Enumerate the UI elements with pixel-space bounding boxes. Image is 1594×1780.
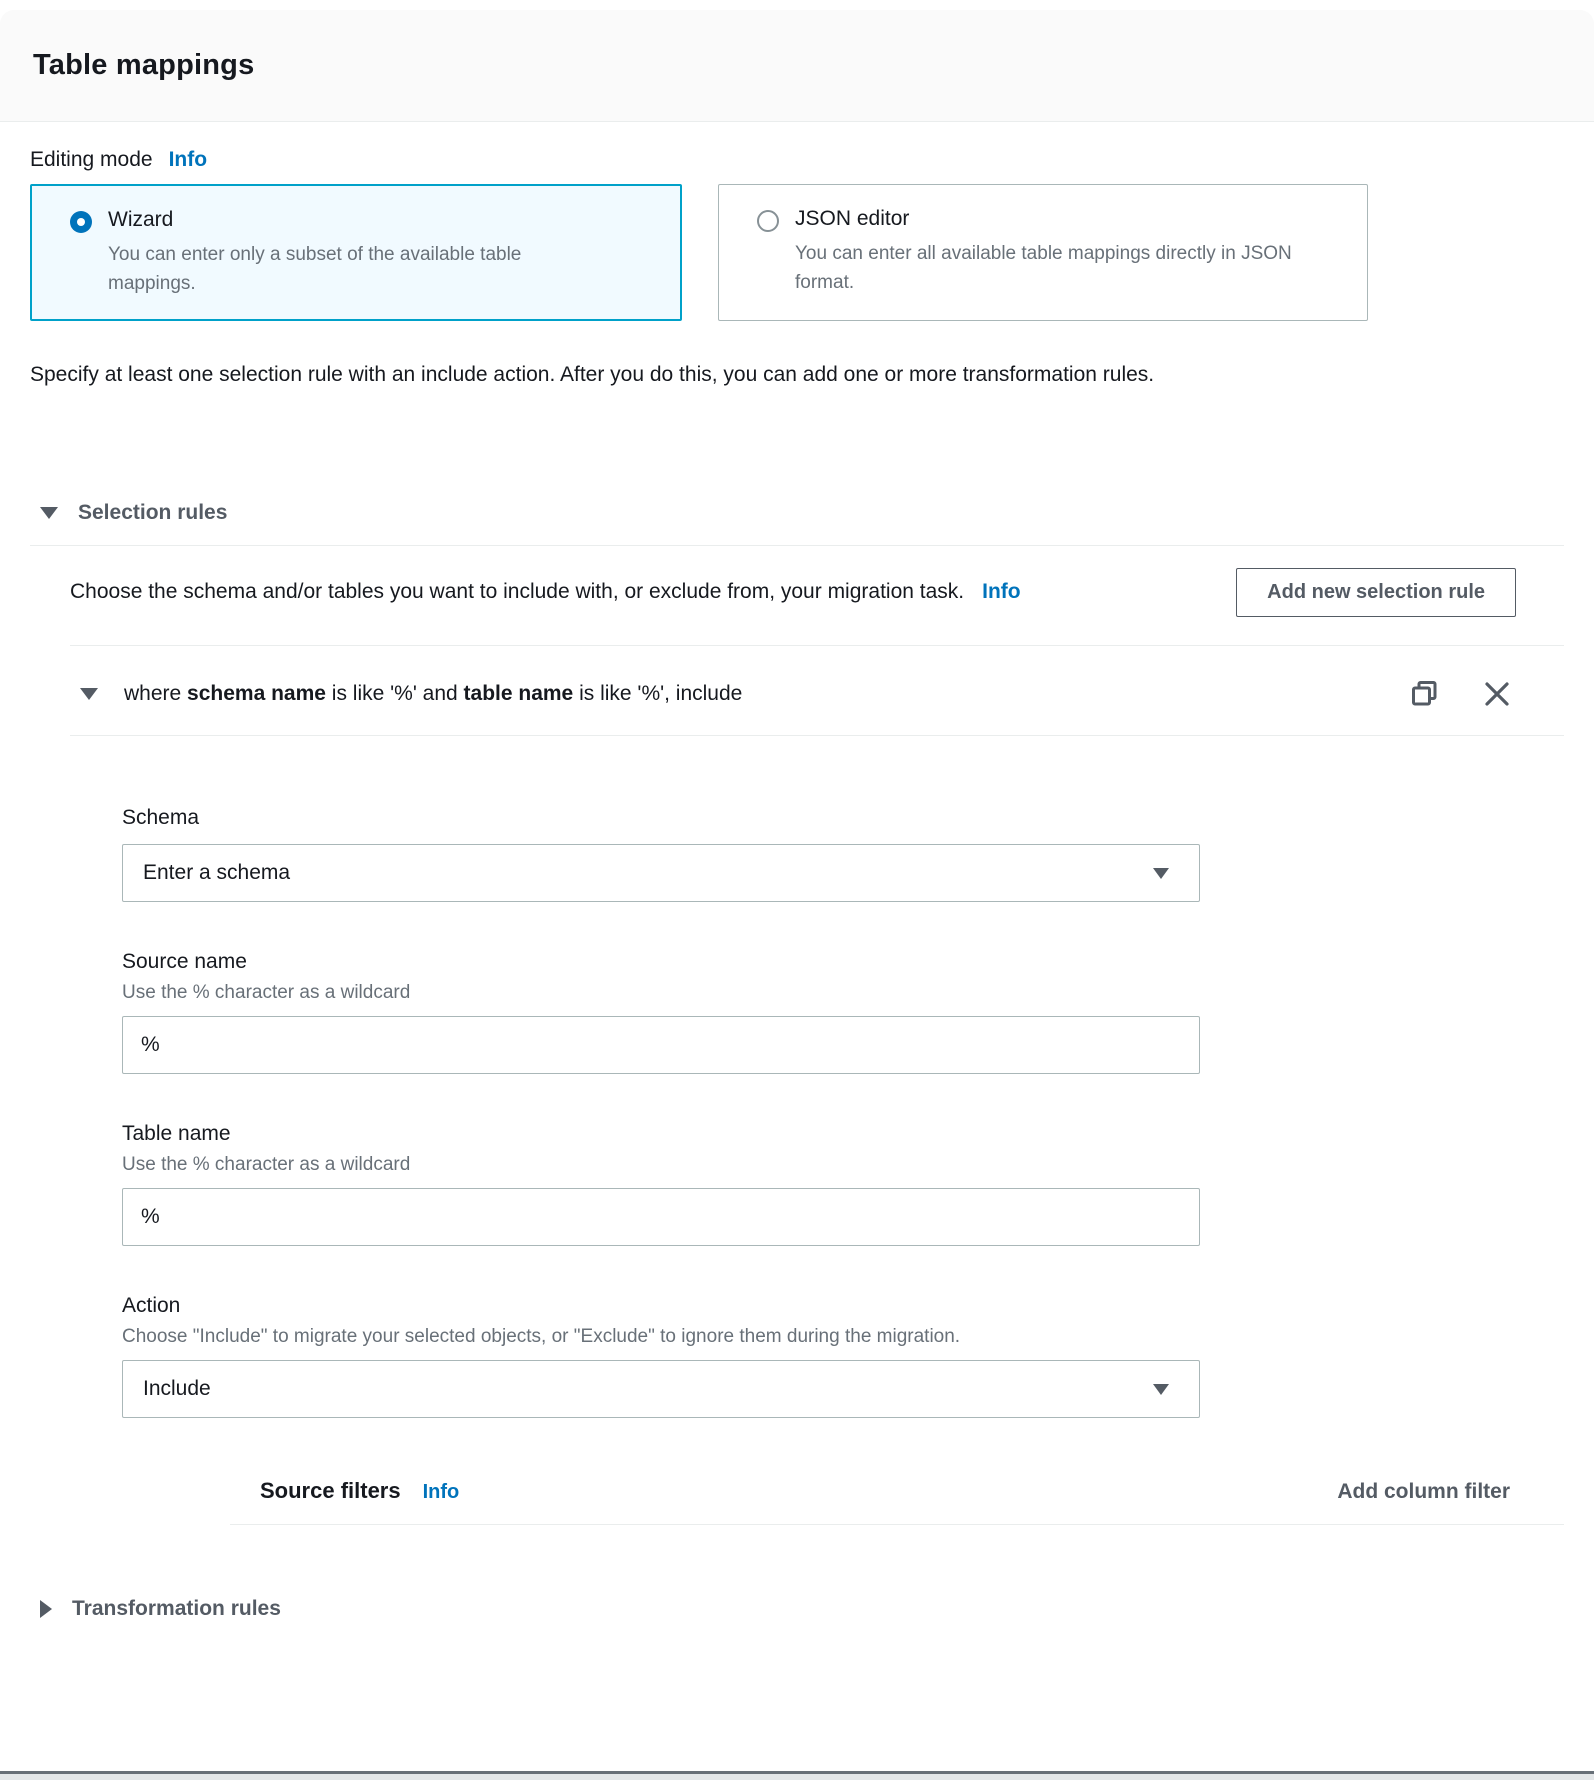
caret-down-icon [40,507,58,519]
caret-down-icon [1153,1384,1169,1395]
divider [70,645,1564,646]
schema-select-value: Enter a schema [143,861,291,885]
selection-rules-title: Selection rules [78,501,228,525]
selection-rule-summary [124,682,742,706]
source-name-input[interactable] [122,1016,1200,1074]
editing-mode-row [30,148,1564,172]
action-select[interactable] [122,1360,1200,1418]
selection-rules-description-text: Choose the schema and/or tables you want to include with, or exclude from, your migration task. [70,580,965,604]
caret-down-icon [1153,868,1169,879]
remove-rule-button[interactable] [1484,681,1510,707]
selection-rules-info-link[interactable]: Info [982,580,1021,604]
caret-down-icon [80,688,98,700]
panel-header [0,10,1594,122]
close-icon [1484,681,1510,707]
action-select-value: Include [143,1377,211,1401]
rule-summary-suffix: is like '%', include [573,681,743,705]
transformation-rules-title: Transformation rules [72,1597,281,1621]
caret-right-icon [40,1600,52,1618]
wizard-option-card[interactable] [30,184,682,321]
transformation-rules-header[interactable] [30,1597,1564,1621]
source-name-constraint: Use the % character as a wildcard [122,982,411,1004]
add-column-filter-button[interactable]: Add column filter [1337,1480,1510,1504]
radio-unchecked-icon[interactable] [757,210,779,232]
selection-rule-form [30,806,1564,1504]
source-filters-label: Source filters [260,1478,401,1504]
selection-rules-header[interactable] [30,501,1564,525]
copy-icon [1411,680,1438,707]
schema-select[interactable] [122,844,1200,902]
action-field-group [122,1294,1564,1418]
schema-field-group [122,806,1564,902]
duplicate-rule-button[interactable] [1411,680,1438,707]
wizard-option-description: You can enter only a subset of the available table mappings. [108,244,522,295]
source-name-field-group [122,950,1564,1074]
schema-label: Schema [122,806,200,830]
divider [30,545,1564,546]
add-new-selection-rule-button[interactable]: Add new selection rule [1236,568,1516,617]
rule-summary-prefix: where [124,681,188,705]
selection-rule-header[interactable] [30,680,1564,707]
rule-summary-schema-name: schema name [187,681,326,705]
editing-mode-info-link[interactable]: Info [168,148,208,171]
source-filters-row [260,1478,1564,1504]
json-editor-option-label: JSON editor [795,207,910,230]
panel-content [0,122,1594,1621]
table-name-label: Table name [122,1122,231,1146]
json-editor-option-card[interactable] [718,184,1368,321]
rule-summary-table-name: table name [463,681,574,705]
table-name-input[interactable] [122,1188,1200,1246]
page-title: Table mappings [33,49,255,81]
table-name-field-group [122,1122,1564,1246]
next-panel-edge [0,1771,1594,1780]
table-name-constraint: Use the % character as a wildcard [122,1154,411,1176]
source-filters-info-link[interactable]: Info [422,1481,460,1504]
divider [70,735,1564,736]
selection-rules-description-row [30,568,1564,617]
source-name-label: Source name [122,950,247,974]
action-description: Choose "Include" to migrate your selected objects, or "Exclude" to ignore them during the migration. [122,1326,961,1348]
wizard-option-label: Wizard [108,208,174,231]
editing-mode-options [30,184,1564,321]
rule-summary-mid: is like '%' and [325,681,464,705]
json-editor-option-description: You can enter all available table mappings directly in JSON format. [795,243,1292,294]
divider [230,1524,1564,1525]
editing-mode-label: Editing mode [30,148,153,171]
intro-text: Specify at least one selection rule with an include action. After you do this, you can add one or more transformation rules. [30,362,1155,386]
selection-rules-description [70,576,1021,609]
radio-checked-icon[interactable] [70,211,92,233]
action-label: Action [122,1294,181,1318]
